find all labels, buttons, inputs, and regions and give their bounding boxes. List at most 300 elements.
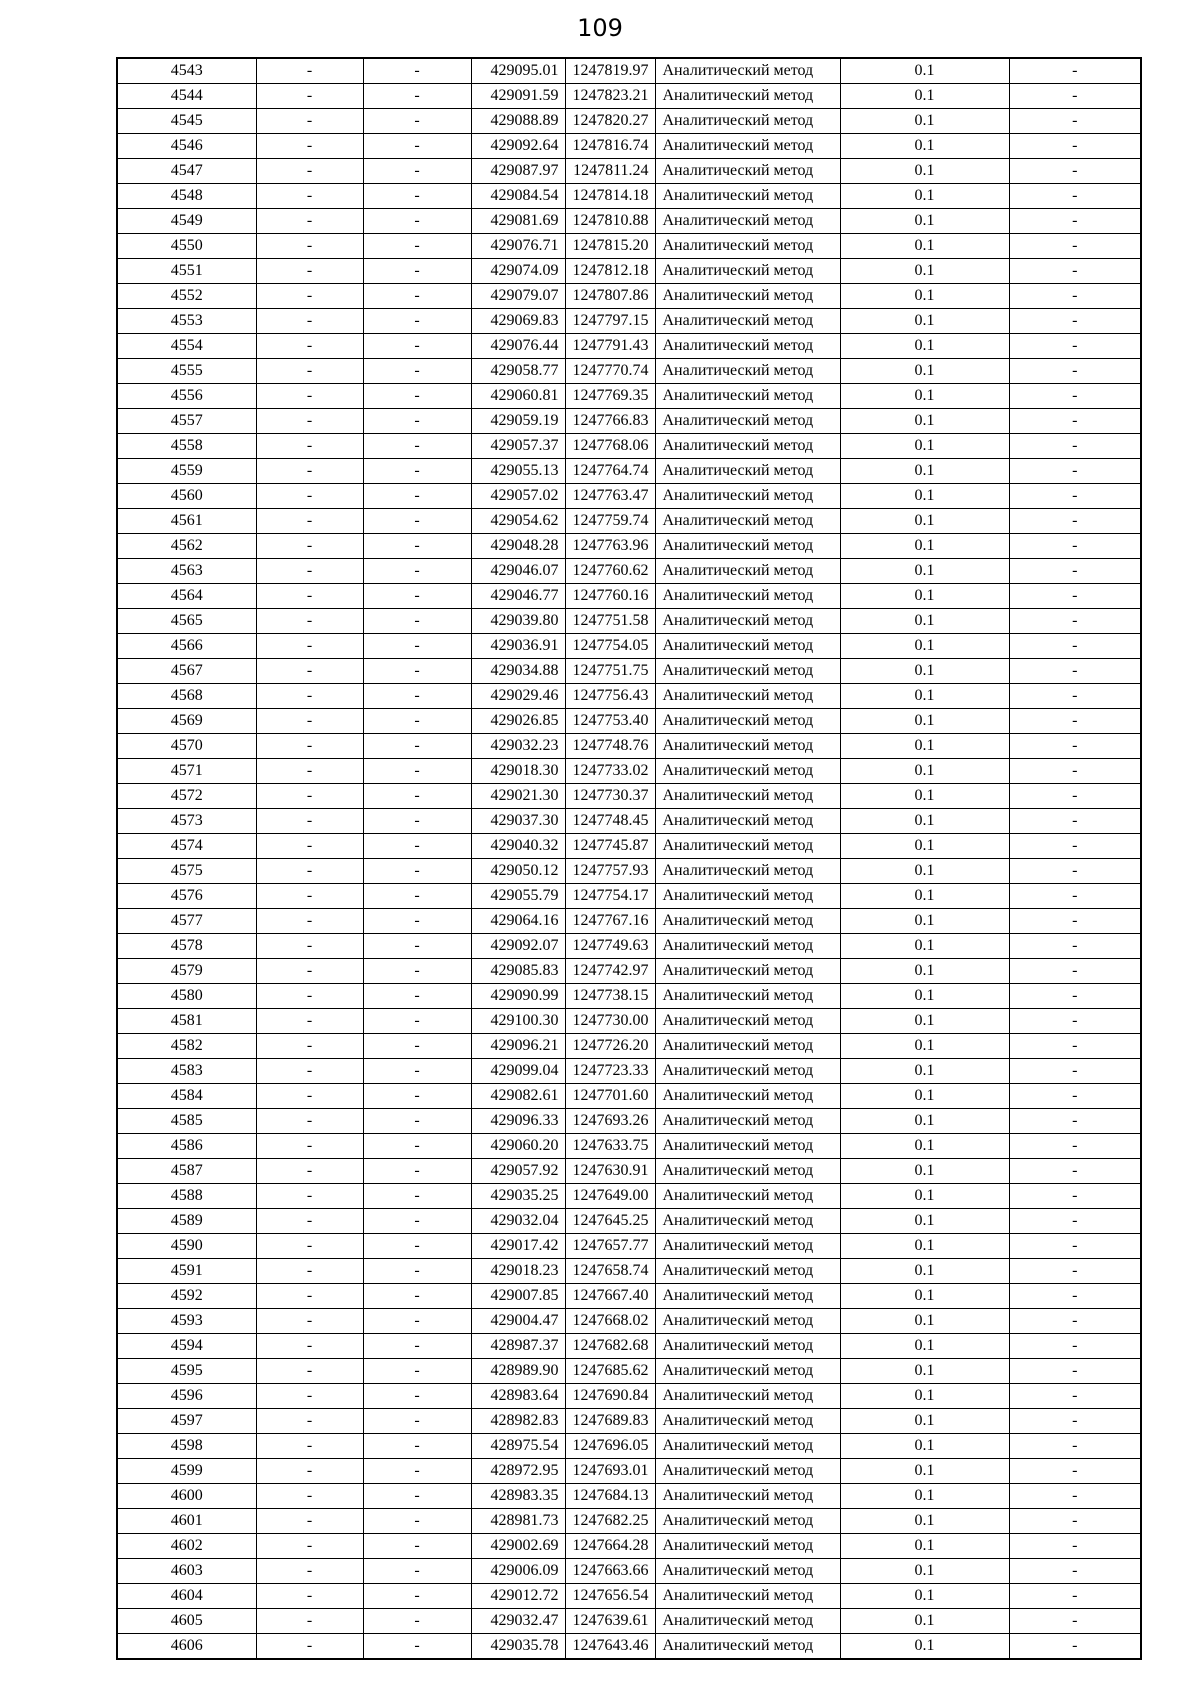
error-cell: 0.1 — [840, 109, 1009, 134]
dash-cell: - — [363, 1009, 471, 1034]
y-coordinate-cell: 1247633.75 — [565, 1134, 655, 1159]
dash-cell: - — [363, 459, 471, 484]
point-number-cell: 4605 — [117, 1609, 256, 1634]
table-row — [117, 1134, 1141, 1159]
error-cell: 0.1 — [840, 759, 1009, 784]
table-row — [117, 1334, 1141, 1359]
dash-cell: - — [256, 384, 363, 409]
dash-cell: - — [363, 1584, 471, 1609]
method-cell: Аналитический метод — [655, 334, 840, 359]
x-coordinate-cell: 428987.37 — [471, 1334, 565, 1359]
dash-cell: - — [1009, 1009, 1141, 1034]
table-row — [117, 859, 1141, 884]
dash-cell: - — [1009, 58, 1141, 84]
method-cell: Аналитический метод — [655, 184, 840, 209]
error-cell: 0.1 — [840, 284, 1009, 309]
table-row — [117, 709, 1141, 734]
dash-cell: - — [363, 1634, 471, 1660]
dash-cell: - — [1009, 209, 1141, 234]
x-coordinate-cell: 429081.69 — [471, 209, 565, 234]
x-coordinate-cell: 428989.90 — [471, 1359, 565, 1384]
table-row — [117, 1584, 1141, 1609]
dash-cell: - — [1009, 1359, 1141, 1384]
error-cell: 0.1 — [840, 1259, 1009, 1284]
method-cell: Аналитический метод — [655, 484, 840, 509]
table-row — [117, 1209, 1141, 1234]
table-row — [117, 534, 1141, 559]
error-cell: 0.1 — [840, 259, 1009, 284]
point-number-cell: 4577 — [117, 909, 256, 934]
point-number-cell: 4559 — [117, 459, 256, 484]
table-row — [117, 559, 1141, 584]
table-row — [117, 1034, 1141, 1059]
point-number-cell: 4582 — [117, 1034, 256, 1059]
y-coordinate-cell: 1247663.66 — [565, 1559, 655, 1584]
error-cell: 0.1 — [840, 359, 1009, 384]
y-coordinate-cell: 1247770.74 — [565, 359, 655, 384]
x-coordinate-cell: 429032.23 — [471, 734, 565, 759]
table-row — [117, 384, 1141, 409]
method-cell: Аналитический метод — [655, 709, 840, 734]
method-cell: Аналитический метод — [655, 1559, 840, 1584]
table-row — [117, 759, 1141, 784]
x-coordinate-cell: 429079.07 — [471, 284, 565, 309]
point-number-cell: 4552 — [117, 284, 256, 309]
error-cell: 0.1 — [840, 659, 1009, 684]
error-cell: 0.1 — [840, 1384, 1009, 1409]
dash-cell: - — [256, 684, 363, 709]
dash-cell: - — [1009, 884, 1141, 909]
x-coordinate-cell: 429058.77 — [471, 359, 565, 384]
table-row — [117, 109, 1141, 134]
dash-cell: - — [363, 759, 471, 784]
point-number-cell: 4567 — [117, 659, 256, 684]
point-number-cell: 4581 — [117, 1009, 256, 1034]
y-coordinate-cell: 1247656.54 — [565, 1584, 655, 1609]
point-number-cell: 4562 — [117, 534, 256, 559]
dash-cell: - — [1009, 1334, 1141, 1359]
dash-cell: - — [256, 1484, 363, 1509]
dash-cell: - — [256, 58, 363, 84]
method-cell: Аналитический метод — [655, 159, 840, 184]
x-coordinate-cell: 429084.54 — [471, 184, 565, 209]
dash-cell: - — [1009, 1084, 1141, 1109]
y-coordinate-cell: 1247764.74 — [565, 459, 655, 484]
error-cell: 0.1 — [840, 1359, 1009, 1384]
dash-cell: - — [363, 284, 471, 309]
dash-cell: - — [1009, 659, 1141, 684]
dash-cell: - — [363, 959, 471, 984]
table-row — [117, 1184, 1141, 1209]
dash-cell: - — [363, 634, 471, 659]
y-coordinate-cell: 1247748.45 — [565, 809, 655, 834]
dash-cell: - — [363, 1434, 471, 1459]
dash-cell: - — [1009, 109, 1141, 134]
dash-cell: - — [256, 759, 363, 784]
y-coordinate-cell: 1247630.91 — [565, 1159, 655, 1184]
coordinates-table — [116, 57, 1142, 1660]
x-coordinate-cell: 428981.73 — [471, 1509, 565, 1534]
error-cell: 0.1 — [840, 784, 1009, 809]
method-cell: Аналитический метод — [655, 559, 840, 584]
method-cell: Аналитический метод — [655, 534, 840, 559]
dash-cell: - — [1009, 1409, 1141, 1434]
dash-cell: - — [256, 1284, 363, 1309]
y-coordinate-cell: 1247763.47 — [565, 484, 655, 509]
point-number-cell: 4606 — [117, 1634, 256, 1660]
table-row — [117, 1484, 1141, 1509]
method-cell: Аналитический метод — [655, 384, 840, 409]
method-cell: Аналитический метод — [655, 284, 840, 309]
dash-cell: - — [1009, 1159, 1141, 1184]
dash-cell: - — [1009, 359, 1141, 384]
y-coordinate-cell: 1247816.74 — [565, 134, 655, 159]
point-number-cell: 4592 — [117, 1284, 256, 1309]
dash-cell: - — [1009, 534, 1141, 559]
method-cell: Аналитический метод — [655, 359, 840, 384]
error-cell: 0.1 — [840, 809, 1009, 834]
method-cell: Аналитический метод — [655, 634, 840, 659]
dash-cell: - — [1009, 134, 1141, 159]
error-cell: 0.1 — [840, 1234, 1009, 1259]
error-cell: 0.1 — [840, 884, 1009, 909]
x-coordinate-cell: 429018.30 — [471, 759, 565, 784]
method-cell: Аналитический метод — [655, 1534, 840, 1559]
table-row — [117, 834, 1141, 859]
x-coordinate-cell: 429085.83 — [471, 959, 565, 984]
method-cell: Аналитический метод — [655, 1434, 840, 1459]
dash-cell: - — [1009, 1234, 1141, 1259]
method-cell: Аналитический метод — [655, 1034, 840, 1059]
point-number-cell: 4563 — [117, 559, 256, 584]
dash-cell: - — [1009, 809, 1141, 834]
dash-cell: - — [256, 959, 363, 984]
dash-cell: - — [1009, 434, 1141, 459]
table-row — [117, 1159, 1141, 1184]
y-coordinate-cell: 1247763.96 — [565, 534, 655, 559]
dash-cell: - — [256, 1234, 363, 1259]
method-cell: Аналитический метод — [655, 509, 840, 534]
method-cell: Аналитический метод — [655, 1109, 840, 1134]
dash-cell: - — [1009, 559, 1141, 584]
y-coordinate-cell: 1247807.86 — [565, 284, 655, 309]
x-coordinate-cell: 429064.16 — [471, 909, 565, 934]
y-coordinate-cell: 1247701.60 — [565, 1084, 655, 1109]
dash-cell: - — [1009, 1184, 1141, 1209]
x-coordinate-cell: 429060.81 — [471, 384, 565, 409]
error-cell: 0.1 — [840, 309, 1009, 334]
x-coordinate-cell: 429039.80 — [471, 609, 565, 634]
dash-cell: - — [256, 934, 363, 959]
error-cell: 0.1 — [840, 334, 1009, 359]
dash-cell: - — [1009, 734, 1141, 759]
error-cell: 0.1 — [840, 184, 1009, 209]
table-row — [117, 1109, 1141, 1134]
point-number-cell: 4603 — [117, 1559, 256, 1584]
error-cell: 0.1 — [840, 1034, 1009, 1059]
point-number-cell: 4586 — [117, 1134, 256, 1159]
method-cell: Аналитический метод — [655, 1459, 840, 1484]
x-coordinate-cell: 428975.54 — [471, 1434, 565, 1459]
method-cell: Аналитический метод — [655, 784, 840, 809]
table-row — [117, 509, 1141, 534]
error-cell: 0.1 — [840, 1009, 1009, 1034]
x-coordinate-cell: 429006.09 — [471, 1559, 565, 1584]
dash-cell: - — [1009, 634, 1141, 659]
y-coordinate-cell: 1247733.02 — [565, 759, 655, 784]
x-coordinate-cell: 429060.20 — [471, 1134, 565, 1159]
y-coordinate-cell: 1247690.84 — [565, 1384, 655, 1409]
dash-cell: - — [1009, 1384, 1141, 1409]
point-number-cell: 4566 — [117, 634, 256, 659]
y-coordinate-cell: 1247768.06 — [565, 434, 655, 459]
point-number-cell: 4602 — [117, 1534, 256, 1559]
dash-cell: - — [256, 909, 363, 934]
error-cell: 0.1 — [840, 209, 1009, 234]
method-cell: Аналитический метод — [655, 259, 840, 284]
dash-cell: - — [363, 784, 471, 809]
x-coordinate-cell: 429018.23 — [471, 1259, 565, 1284]
y-coordinate-cell: 1247811.24 — [565, 159, 655, 184]
table-row — [117, 1634, 1141, 1660]
dash-cell: - — [363, 58, 471, 84]
dash-cell: - — [256, 859, 363, 884]
dash-cell: - — [256, 309, 363, 334]
error-cell: 0.1 — [840, 609, 1009, 634]
table-row — [117, 1534, 1141, 1559]
point-number-cell: 4571 — [117, 759, 256, 784]
point-number-cell: 4585 — [117, 1109, 256, 1134]
dash-cell: - — [363, 1609, 471, 1634]
x-coordinate-cell: 429034.88 — [471, 659, 565, 684]
dash-cell: - — [363, 1134, 471, 1159]
method-cell: Аналитический метод — [655, 1234, 840, 1259]
table-row — [117, 1059, 1141, 1084]
dash-cell: - — [256, 1009, 363, 1034]
dash-cell: - — [363, 1234, 471, 1259]
method-cell: Аналитический метод — [655, 134, 840, 159]
dash-cell: - — [363, 809, 471, 834]
point-number-cell: 4572 — [117, 784, 256, 809]
x-coordinate-cell: 429055.79 — [471, 884, 565, 909]
error-cell: 0.1 — [840, 1534, 1009, 1559]
point-number-cell: 4553 — [117, 309, 256, 334]
table-row — [117, 58, 1141, 84]
point-number-cell: 4588 — [117, 1184, 256, 1209]
method-cell: Аналитический метод — [655, 1584, 840, 1609]
point-number-cell: 4557 — [117, 409, 256, 434]
dash-cell: - — [363, 1559, 471, 1584]
method-cell: Аналитический метод — [655, 609, 840, 634]
x-coordinate-cell: 429004.47 — [471, 1309, 565, 1334]
dash-cell: - — [256, 1459, 363, 1484]
dash-cell: - — [1009, 334, 1141, 359]
table-row — [117, 334, 1141, 359]
method-cell: Аналитический метод — [655, 1084, 840, 1109]
x-coordinate-cell: 429017.42 — [471, 1234, 565, 1259]
dash-cell: - — [363, 1459, 471, 1484]
error-cell: 0.1 — [840, 709, 1009, 734]
x-coordinate-cell: 428983.35 — [471, 1484, 565, 1509]
method-cell: Аналитический метод — [655, 809, 840, 834]
dash-cell: - — [363, 1034, 471, 1059]
dash-cell: - — [256, 1409, 363, 1434]
point-number-cell: 4595 — [117, 1359, 256, 1384]
table-row — [117, 209, 1141, 234]
dash-cell: - — [363, 84, 471, 109]
x-coordinate-cell: 429091.59 — [471, 84, 565, 109]
method-cell: Аналитический метод — [655, 109, 840, 134]
dash-cell: - — [363, 1109, 471, 1134]
point-number-cell: 4558 — [117, 434, 256, 459]
table-row — [117, 1359, 1141, 1384]
y-coordinate-cell: 1247693.01 — [565, 1459, 655, 1484]
y-coordinate-cell: 1247791.43 — [565, 334, 655, 359]
dash-cell: - — [363, 134, 471, 159]
dash-cell: - — [256, 1534, 363, 1559]
point-number-cell: 4564 — [117, 584, 256, 609]
table-row — [117, 434, 1141, 459]
dash-cell: - — [1009, 1484, 1141, 1509]
error-cell: 0.1 — [840, 734, 1009, 759]
method-cell: Аналитический метод — [655, 909, 840, 934]
point-number-cell: 4598 — [117, 1434, 256, 1459]
dash-cell: - — [256, 984, 363, 1009]
table-row — [117, 1084, 1141, 1109]
method-cell: Аналитический метод — [655, 959, 840, 984]
x-coordinate-cell: 429035.25 — [471, 1184, 565, 1209]
x-coordinate-cell: 429069.83 — [471, 309, 565, 334]
dash-cell: - — [256, 1384, 363, 1409]
dash-cell: - — [256, 1634, 363, 1660]
table-row — [117, 1384, 1141, 1409]
table-row — [117, 1284, 1141, 1309]
dash-cell: - — [256, 159, 363, 184]
dash-cell: - — [363, 159, 471, 184]
x-coordinate-cell: 429012.72 — [471, 1584, 565, 1609]
dash-cell: - — [363, 1309, 471, 1334]
dash-cell: - — [363, 834, 471, 859]
table-row — [117, 1009, 1141, 1034]
dash-cell: - — [363, 984, 471, 1009]
error-cell: 0.1 — [840, 1059, 1009, 1084]
x-coordinate-cell: 429026.85 — [471, 709, 565, 734]
dash-cell: - — [1009, 284, 1141, 309]
error-cell: 0.1 — [840, 58, 1009, 84]
y-coordinate-cell: 1247815.20 — [565, 234, 655, 259]
dash-cell: - — [363, 359, 471, 384]
dash-cell: - — [1009, 1434, 1141, 1459]
error-cell: 0.1 — [840, 159, 1009, 184]
error-cell: 0.1 — [840, 1409, 1009, 1434]
y-coordinate-cell: 1247649.00 — [565, 1184, 655, 1209]
method-cell: Аналитический метод — [655, 1609, 840, 1634]
point-number-cell: 4597 — [117, 1409, 256, 1434]
y-coordinate-cell: 1247643.46 — [565, 1634, 655, 1660]
dash-cell: - — [1009, 684, 1141, 709]
error-cell: 0.1 — [840, 909, 1009, 934]
point-number-cell: 4593 — [117, 1309, 256, 1334]
y-coordinate-cell: 1247689.83 — [565, 1409, 655, 1434]
error-cell: 0.1 — [840, 984, 1009, 1009]
dash-cell: - — [1009, 1559, 1141, 1584]
dash-cell: - — [1009, 409, 1141, 434]
dash-cell: - — [256, 834, 363, 859]
dash-cell: - — [363, 1084, 471, 1109]
method-cell: Аналитический метод — [655, 1009, 840, 1034]
table-row — [117, 234, 1141, 259]
point-number-cell: 4580 — [117, 984, 256, 1009]
y-coordinate-cell: 1247814.18 — [565, 184, 655, 209]
error-cell: 0.1 — [840, 384, 1009, 409]
dash-cell: - — [256, 1209, 363, 1234]
dash-cell: - — [363, 334, 471, 359]
y-coordinate-cell: 1247668.02 — [565, 1309, 655, 1334]
dash-cell: - — [1009, 309, 1141, 334]
point-number-cell: 4568 — [117, 684, 256, 709]
dash-cell: - — [363, 559, 471, 584]
y-coordinate-cell: 1247823.21 — [565, 84, 655, 109]
table-row — [117, 1509, 1141, 1534]
x-coordinate-cell: 429046.77 — [471, 584, 565, 609]
dash-cell: - — [1009, 834, 1141, 859]
dash-cell: - — [1009, 259, 1141, 284]
y-coordinate-cell: 1247767.16 — [565, 909, 655, 934]
dash-cell: - — [1009, 1509, 1141, 1534]
method-cell: Аналитический метод — [655, 434, 840, 459]
dash-cell: - — [363, 484, 471, 509]
dash-cell: - — [1009, 384, 1141, 409]
error-cell: 0.1 — [840, 934, 1009, 959]
point-number-cell: 4601 — [117, 1509, 256, 1534]
point-number-cell: 4596 — [117, 1384, 256, 1409]
method-cell: Аналитический метод — [655, 1509, 840, 1534]
dash-cell: - — [256, 1109, 363, 1134]
y-coordinate-cell: 1247748.76 — [565, 734, 655, 759]
point-number-cell: 4604 — [117, 1584, 256, 1609]
dash-cell: - — [1009, 909, 1141, 934]
table-row — [117, 1309, 1141, 1334]
dash-cell: - — [256, 209, 363, 234]
dash-cell: - — [1009, 584, 1141, 609]
table-row — [117, 309, 1141, 334]
error-cell: 0.1 — [840, 1109, 1009, 1134]
method-cell: Аналитический метод — [655, 659, 840, 684]
point-number-cell: 4591 — [117, 1259, 256, 1284]
y-coordinate-cell: 1247639.61 — [565, 1609, 655, 1634]
x-coordinate-cell: 429088.89 — [471, 109, 565, 134]
table-row — [117, 1409, 1141, 1434]
dash-cell: - — [363, 1534, 471, 1559]
dash-cell: - — [1009, 859, 1141, 884]
dash-cell: - — [256, 334, 363, 359]
table-row — [117, 1234, 1141, 1259]
dash-cell: - — [1009, 934, 1141, 959]
dash-cell: - — [363, 734, 471, 759]
y-coordinate-cell: 1247760.62 — [565, 559, 655, 584]
method-cell: Аналитический метод — [655, 1184, 840, 1209]
dash-cell: - — [256, 584, 363, 609]
error-cell: 0.1 — [840, 134, 1009, 159]
x-coordinate-cell: 429100.30 — [471, 1009, 565, 1034]
y-coordinate-cell: 1247751.58 — [565, 609, 655, 634]
method-cell: Аналитический метод — [655, 884, 840, 909]
error-cell: 0.1 — [840, 684, 1009, 709]
x-coordinate-cell: 429048.28 — [471, 534, 565, 559]
table-row — [117, 609, 1141, 634]
method-cell: Аналитический метод — [655, 1484, 840, 1509]
dash-cell: - — [1009, 1459, 1141, 1484]
